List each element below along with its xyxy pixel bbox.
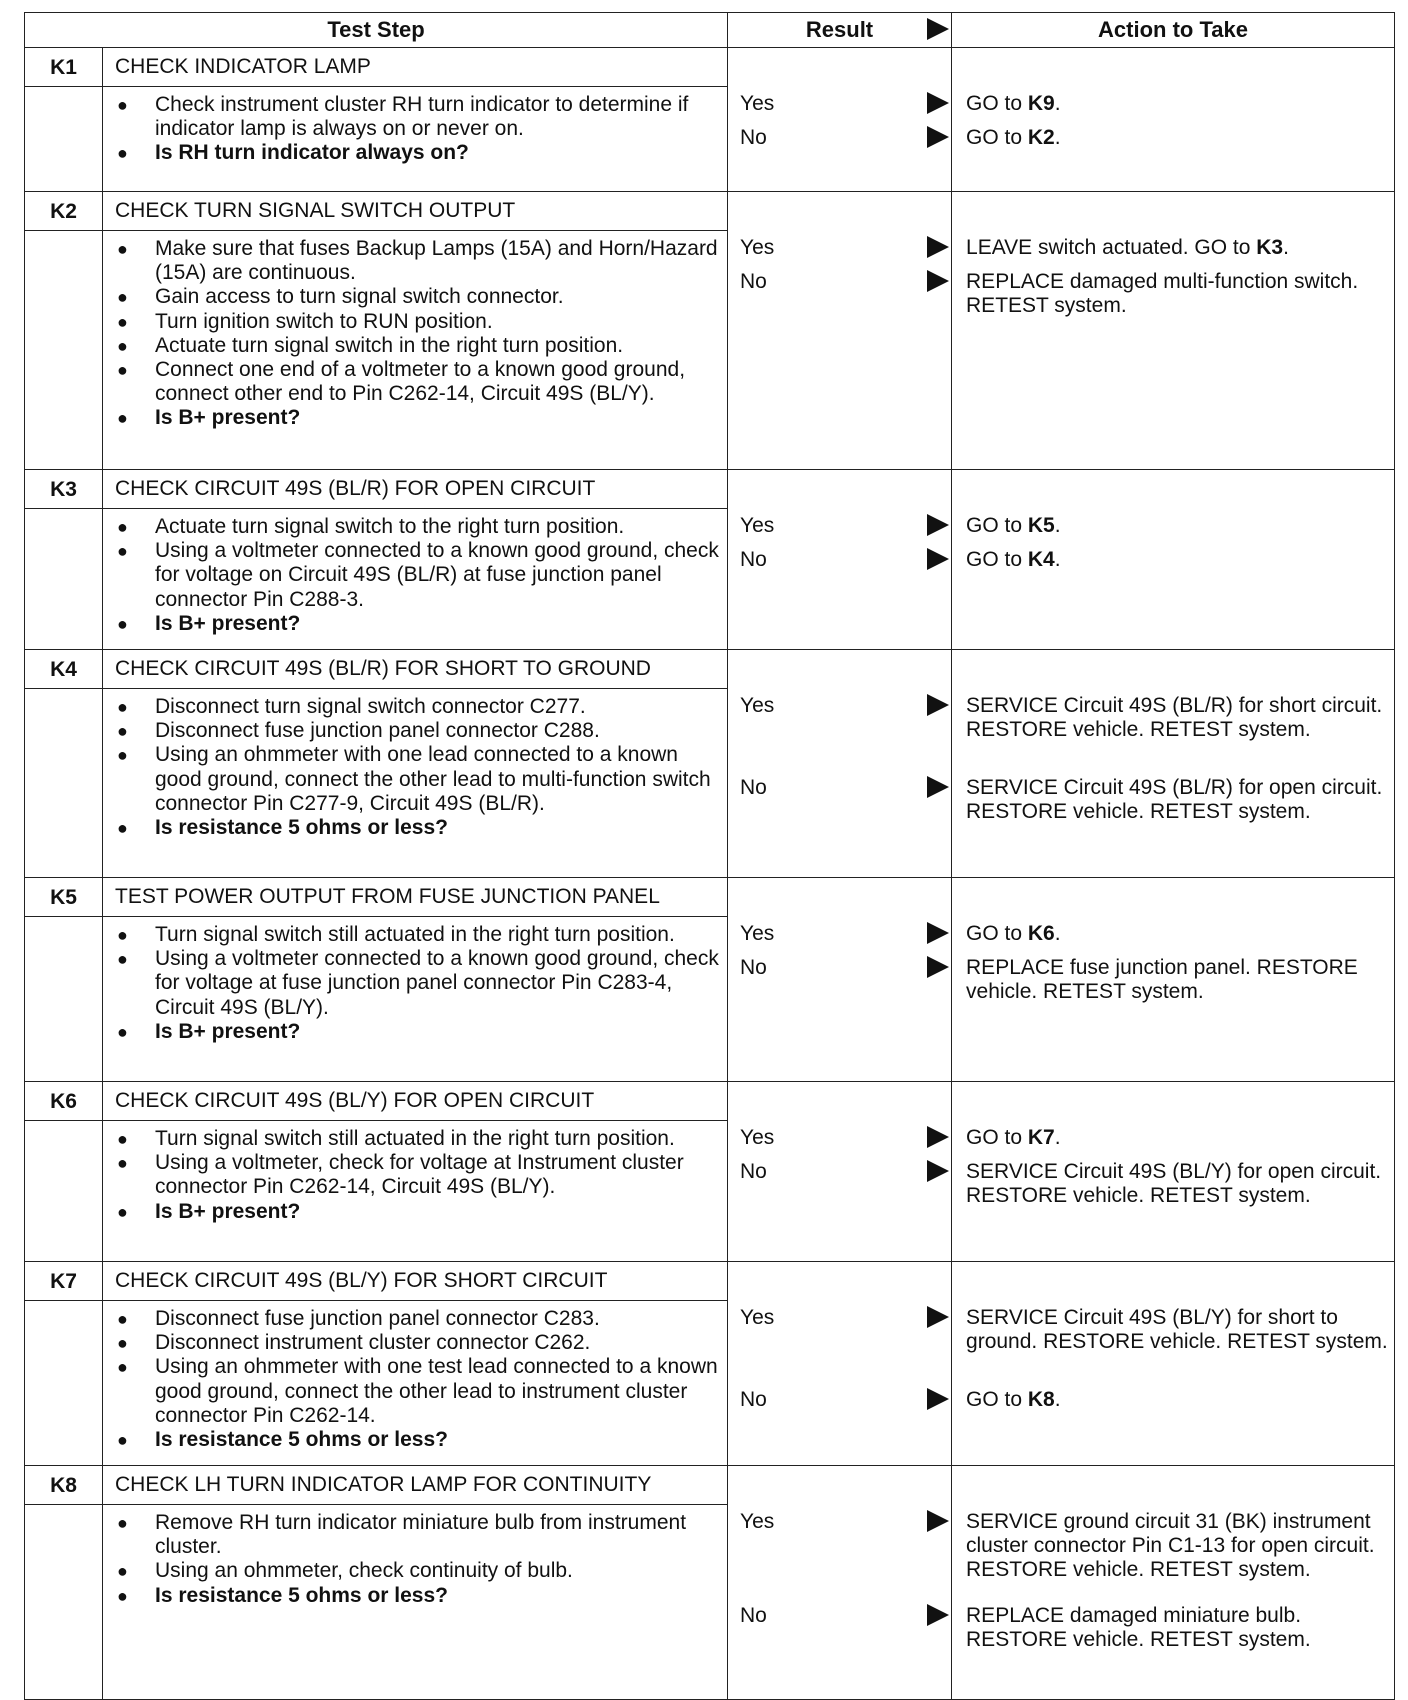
action-text-main: GO to [966, 514, 1028, 537]
instruction-list [117, 515, 719, 636]
action-step-ref: K5 [1027, 514, 1055, 537]
instruction-list [117, 1511, 719, 1608]
arrow-right-icon [927, 956, 949, 978]
result-no [728, 956, 951, 980]
action-step-ref: K9 [1027, 92, 1055, 115]
step-title-row-k5 [25, 878, 1395, 917]
step-results [728, 1466, 952, 1700]
instruction-item: ● Using an ohmmeter with one test lead connected to a known good ground, connect the other lead to instrument cluster connector Pin C262-14. [117, 1355, 719, 1428]
action-step-ref: K7 [1027, 1126, 1055, 1149]
arrow-right-icon [927, 548, 949, 570]
step-title: CHECK CIRCUIT 49S (BL/R) FOR OPEN CIRCUIT [103, 470, 728, 509]
instruction-item: ● Disconnect fuse junction panel connector C288. [117, 719, 719, 743]
action-text [952, 548, 1394, 572]
result-no [728, 1604, 951, 1628]
arrow-right-icon [927, 92, 949, 114]
result-yes [728, 1306, 951, 1330]
action-text-main: GO to [966, 548, 1028, 571]
step-results [728, 470, 952, 650]
step-question: ● Is B+ present? [117, 612, 719, 636]
step-id: K3 [25, 470, 103, 509]
step-results [728, 1262, 952, 1466]
step-title-row-k3 [25, 470, 1395, 509]
header-result-label: Result [805, 17, 874, 42]
action-step-ref: K2 [1027, 126, 1055, 149]
action-text-main: REPLACE fuse junction panel. RESTORE vehicle. RETEST system. [966, 956, 1358, 1004]
step-instructions [103, 917, 728, 1082]
step-id-spacer [25, 231, 103, 470]
step-title-row-k1 [25, 48, 1395, 87]
result-label: No [740, 126, 767, 149]
step-question: ● Is B+ present? [117, 1020, 719, 1044]
instruction-item: ● Connect one end of a voltmeter to a known good ground, connect other end to Pin C262-14, Circuit 49S (BL/Y). [117, 358, 719, 406]
result-yes [728, 922, 951, 946]
action-text [952, 776, 1394, 824]
instruction-item: ● Using a voltmeter connected to a known good ground, check for voltage at fuse junction panel connector Pin C283-4, Circuit 49S (BL/Y). [117, 947, 719, 1020]
action-text-main: SERVICE ground circuit 31 (BK) instrument cluster connector Pin C1-13 for open circuit. RESTORE vehicle. RETEST system. [966, 1510, 1375, 1582]
step-id: K4 [25, 650, 103, 689]
arrow-right-icon [927, 922, 949, 944]
action-text [952, 514, 1394, 538]
step-actions [952, 1082, 1395, 1262]
instruction-list [117, 695, 719, 840]
result-yes [728, 694, 951, 718]
step-id-spacer [25, 689, 103, 878]
result-label: Yes [740, 514, 775, 537]
step-question: ● Is RH turn indicator always on? [117, 141, 719, 165]
step-title: TEST POWER OUTPUT FROM FUSE JUNCTION PANEL [103, 878, 728, 917]
arrow-right-icon [927, 1126, 949, 1148]
step-actions [952, 878, 1395, 1082]
result-yes [728, 92, 951, 116]
step-title-row-k4 [25, 650, 1395, 689]
action-text [952, 1510, 1394, 1583]
action-text [952, 1160, 1394, 1208]
result-label: No [740, 956, 767, 979]
result-yes [728, 236, 951, 260]
action-text-main: SERVICE Circuit 49S (BL/R) for open circuit. RESTORE vehicle. RETEST system. [966, 776, 1383, 824]
instruction-list [117, 923, 719, 1044]
action-text-end: . [1054, 514, 1061, 537]
arrow-right-icon [927, 270, 949, 292]
action-text-main: GO to [966, 922, 1028, 945]
step-title-row-k8 [25, 1466, 1395, 1505]
step-title-row-k6 [25, 1082, 1395, 1121]
action-text-end: . [1054, 126, 1061, 149]
instruction-list [117, 237, 719, 431]
arrow-right-icon [927, 1160, 949, 1182]
step-actions [952, 192, 1395, 470]
result-no [728, 548, 951, 572]
step-instructions [103, 231, 728, 470]
step-title-row-k2 [25, 192, 1395, 231]
step-id-spacer [25, 917, 103, 1082]
step-id-spacer [25, 1505, 103, 1700]
diagnostic-table-container [24, 12, 1394, 1652]
arrow-right-icon [927, 514, 949, 536]
action-text-main: REPLACE damaged multi-function switch. RETEST system. [966, 270, 1359, 318]
arrow-right-icon [927, 1510, 949, 1532]
step-id-spacer [25, 509, 103, 650]
instruction-item: ● Using a voltmeter, check for voltage at Instrument cluster connector Pin C262-14, Circuit 49S (BL/Y). [117, 1151, 719, 1199]
step-id: K7 [25, 1262, 103, 1301]
action-step-ref: K4 [1027, 548, 1055, 571]
step-instructions [103, 87, 728, 192]
action-text [952, 1604, 1394, 1652]
arrow-right-icon [927, 18, 949, 40]
result-label: Yes [740, 1510, 775, 1533]
instruction-item: ● Make sure that fuses Backup Lamps (15A) and Horn/Hazard (15A) are continuous. [117, 237, 719, 285]
step-instructions [103, 1121, 728, 1262]
result-label: Yes [740, 922, 775, 945]
step-title-row-k7 [25, 1262, 1395, 1301]
step-instructions [103, 1301, 728, 1466]
step-actions [952, 470, 1395, 650]
instruction-item: ● Turn signal switch still actuated in the right turn position. [117, 923, 719, 947]
instruction-item: ● Check instrument cluster RH turn indicator to determine if indicator lamp is always on or never on. [117, 93, 719, 141]
step-actions [952, 1262, 1395, 1466]
instruction-item: ● Actuate turn signal switch in the right turn position. [117, 334, 719, 358]
result-label: No [740, 1604, 767, 1627]
step-title: CHECK CIRCUIT 49S (BL/Y) FOR SHORT CIRCUIT [103, 1262, 728, 1301]
result-yes [728, 514, 951, 538]
action-text-end: . [1054, 1388, 1061, 1411]
step-id: K8 [25, 1466, 103, 1505]
action-text-end: . [1054, 922, 1061, 945]
result-yes [728, 1510, 951, 1534]
step-title: CHECK TURN SIGNAL SWITCH OUTPUT [103, 192, 728, 231]
step-id: K6 [25, 1082, 103, 1121]
instruction-item: ● Using an ohmmeter, check continuity of bulb. [117, 1559, 719, 1583]
step-id: K1 [25, 48, 103, 87]
result-label: No [740, 776, 767, 799]
action-text [952, 922, 1394, 946]
instruction-list [117, 1127, 719, 1224]
instruction-item: ● Disconnect instrument cluster connector C262. [117, 1331, 719, 1355]
step-title: CHECK INDICATOR LAMP [103, 48, 728, 87]
table-header-row [25, 13, 1395, 48]
action-text-main: GO to [966, 1388, 1028, 1411]
header-test-step: Test Step [25, 13, 728, 48]
arrow-right-icon [927, 236, 949, 258]
action-text [952, 1126, 1394, 1150]
action-text [952, 92, 1394, 116]
result-no [728, 126, 951, 150]
step-id-spacer [25, 87, 103, 192]
action-text-main: SERVICE Circuit 49S (BL/R) for short circuit. RESTORE vehicle. RETEST system. [966, 694, 1383, 742]
step-results [728, 1082, 952, 1262]
step-id: K2 [25, 192, 103, 231]
result-label: No [740, 270, 767, 293]
step-instructions [103, 1505, 728, 1700]
step-actions [952, 650, 1395, 878]
action-text [952, 1306, 1394, 1354]
step-actions [952, 1466, 1395, 1700]
arrow-right-icon [927, 694, 949, 716]
arrow-right-icon [927, 1388, 949, 1410]
step-question: ● Is resistance 5 ohms or less? [117, 816, 719, 840]
action-text-main: SERVICE Circuit 49S (BL/Y) for open circuit. RESTORE vehicle. RETEST system. [966, 1160, 1382, 1208]
action-text-main: GO to [966, 92, 1028, 115]
table-body [25, 48, 1395, 1700]
instruction-item: ● Using an ohmmeter with one lead connected to a known good ground, connect the other lead to multi-function switch connector Pin C277-9, Circuit 49S (BL/R). [117, 743, 719, 816]
instruction-item: ● Disconnect turn signal switch connector C277. [117, 695, 719, 719]
action-text-main: REPLACE damaged miniature bulb. RESTORE vehicle. RETEST system. [966, 1604, 1311, 1652]
action-step-ref: K3 [1256, 236, 1284, 259]
result-label: Yes [740, 92, 775, 115]
instruction-item: ● Remove RH turn indicator miniature bulb from instrument cluster. [117, 1511, 719, 1559]
action-text [952, 126, 1394, 150]
result-label: No [740, 548, 767, 571]
step-id-spacer [25, 1301, 103, 1466]
step-question: ● Is resistance 5 ohms or less? [117, 1428, 719, 1452]
step-question: ● Is resistance 5 ohms or less? [117, 1584, 719, 1608]
action-text [952, 694, 1394, 742]
result-label: Yes [740, 694, 775, 717]
action-step-ref: K6 [1027, 922, 1055, 945]
result-label: Yes [740, 236, 775, 259]
step-title: CHECK LH TURN INDICATOR LAMP FOR CONTINUITY [103, 1466, 728, 1505]
action-text-end: . [1054, 92, 1061, 115]
action-text [952, 236, 1394, 260]
instruction-item: ● Actuate turn signal switch to the right turn position. [117, 515, 719, 539]
result-no [728, 1160, 951, 1184]
step-instructions [103, 689, 728, 878]
action-text-main: GO to [966, 126, 1028, 149]
action-text-end: . [1283, 236, 1289, 259]
action-text [952, 956, 1394, 1004]
instruction-item: ● Gain access to turn signal switch connector. [117, 285, 719, 309]
step-title: CHECK CIRCUIT 49S (BL/Y) FOR OPEN CIRCUIT [103, 1082, 728, 1121]
step-id: K5 [25, 878, 103, 917]
step-question: ● Is B+ present? [117, 406, 719, 430]
step-results [728, 48, 952, 192]
action-step-ref: K8 [1027, 1388, 1055, 1411]
result-no [728, 776, 951, 800]
result-no [728, 1388, 951, 1412]
result-label: No [740, 1160, 767, 1183]
instruction-list [117, 93, 719, 166]
step-id-spacer [25, 1121, 103, 1262]
result-yes [728, 1126, 951, 1150]
result-no [728, 270, 951, 294]
header-result [728, 13, 952, 48]
result-label: No [740, 1388, 767, 1411]
instruction-item: ● Turn ignition switch to RUN position. [117, 310, 719, 334]
action-text-end: . [1054, 548, 1061, 571]
result-label: Yes [740, 1126, 775, 1149]
step-actions [952, 48, 1395, 192]
step-title: CHECK CIRCUIT 49S (BL/R) FOR SHORT TO GROUND [103, 650, 728, 689]
instruction-item: ● Turn signal switch still actuated in the right turn position. [117, 1127, 719, 1151]
instruction-item: ● Disconnect fuse junction panel connector C283. [117, 1307, 719, 1331]
step-results [728, 878, 952, 1082]
action-text-main: SERVICE Circuit 49S (BL/Y) for short to ground. RESTORE vehicle. RETEST system. [966, 1306, 1388, 1354]
arrow-right-icon [927, 776, 949, 798]
result-label: Yes [740, 1306, 775, 1329]
step-results [728, 650, 952, 878]
header-action: Action to Take [952, 13, 1395, 48]
arrow-right-icon [927, 1306, 949, 1328]
action-text-end: . [1054, 1126, 1061, 1149]
diagnostic-test-table [24, 12, 1395, 1700]
action-text-main: GO to [966, 1126, 1028, 1149]
instruction-list [117, 1307, 719, 1452]
step-instructions [103, 509, 728, 650]
instruction-item: ● Using a voltmeter connected to a known good ground, check for voltage on Circuit 49S (BL/R) at fuse junction panel connector Pin C288-3. [117, 539, 719, 612]
step-question: ● Is B+ present? [117, 1200, 719, 1224]
action-text [952, 1388, 1394, 1412]
arrow-right-icon [927, 126, 949, 148]
action-text-main: LEAVE switch actuated. GO to [966, 236, 1257, 259]
step-results [728, 192, 952, 470]
action-text [952, 270, 1394, 318]
arrow-right-icon [927, 1604, 949, 1626]
